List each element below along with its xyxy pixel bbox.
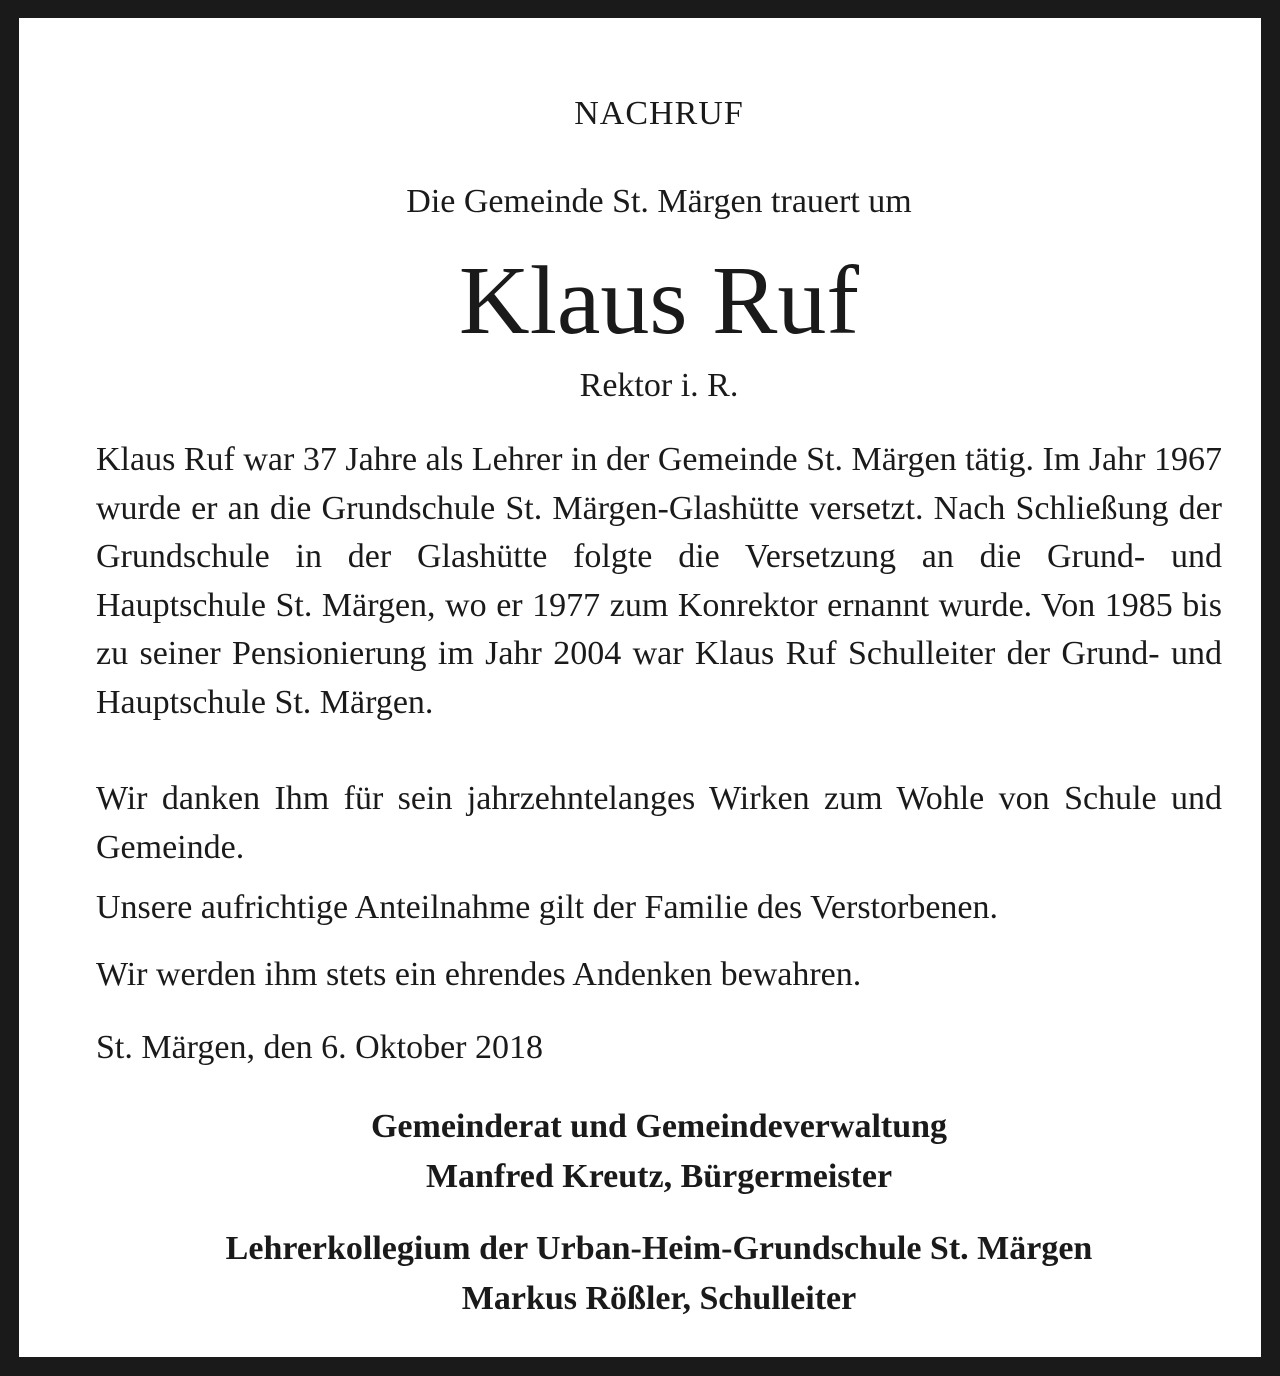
- deceased-title: Rektor i. R.: [579, 367, 739, 404]
- remembrance-paragraph: Wir werden ihm stets ein ehrendes Andenken bewahren.: [96, 956, 862, 993]
- signature-organization: Lehrerkollegium der Urban-Heim-Grundschule St. Märgen: [225, 1230, 1093, 1267]
- thanks-paragraph: Wir danken Ihm für sein jahrzehntelanges Wirken zum Wohle von Schule und Gemeinde.: [96, 780, 1222, 866]
- signature-person: Manfred Kreutz, Bürgermeister: [425, 1158, 893, 1195]
- deceased-name: Klaus Ruf: [458, 247, 860, 355]
- condolence-paragraph: Unsere aufrichtige Anteilnahme gilt der Familie des Verstorbenen.: [96, 889, 998, 926]
- signature-block-school: [96, 1224, 1222, 1324]
- signature-block-municipality: [96, 1102, 1222, 1202]
- obituary-heading: NACHRUF: [574, 95, 744, 132]
- biography-paragraph: Klaus Ruf war 37 Jahre als Lehrer in der Gemeinde St. Märgen tätig. Im Jahr 1967 wurde er an die Grundschule St. Märgen-Glashütte versetzt. Nach Schließung der Grundschule in der Glashütte folgte die Versetzung an die Grund- und Hauptschule St. Märgen, wo er 1977 zum Konrektor ernannt wurde. Von 1985 bis zu seiner Pensionierung im Jahr 2004 war Klaus Ruf Schulleiter der Grund- und Hauptschule St. Märgen.: [96, 441, 1222, 721]
- dateline: St. Märgen, den 6. Oktober 2018: [96, 1029, 543, 1066]
- intro-line: Die Gemeinde St. Märgen trauert um: [406, 183, 912, 220]
- signature-person: Markus Rößler, Schulleiter: [461, 1280, 857, 1317]
- signature-organization: Gemeinderat und Gemeindeverwaltung: [370, 1108, 948, 1145]
